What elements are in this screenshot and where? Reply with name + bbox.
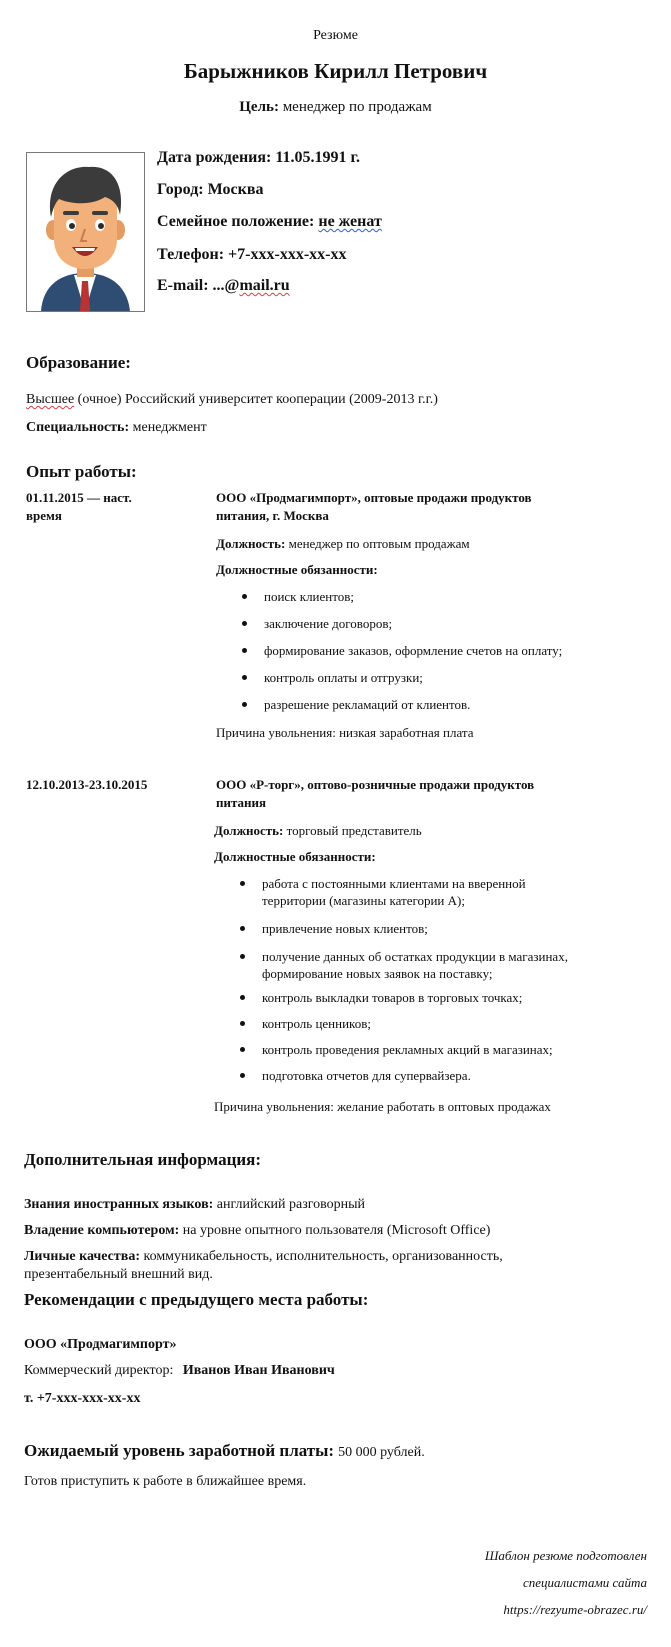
reference-company: ООО «Продмагимпорт»	[24, 1337, 177, 1352]
education-degree	[26, 391, 438, 408]
bullet	[240, 881, 245, 886]
marital-value: не женат	[318, 213, 382, 230]
job2-duty-6: контроль проведения рекламных акций в магазинах;	[262, 1042, 553, 1057]
bullet	[240, 1073, 245, 1078]
goal-value: менеджер по продажам	[282, 99, 432, 115]
languages-label: Знания иностранных языков:	[24, 1197, 214, 1212]
job2-duty-3b: формирование новых заявок на поставку;	[262, 966, 493, 981]
teeth-shape	[75, 248, 95, 251]
bullet	[242, 621, 247, 626]
languages-value: английский разговорный	[216, 1197, 366, 1212]
job2-position	[214, 823, 422, 839]
phone: Телефон: +7-xxx-xxx-xx-xx	[157, 246, 347, 263]
computer-value: на уровне опытного пользователя (Microsoft Office)	[182, 1223, 491, 1238]
full-name: Барыжников Кирилл Петрович	[183, 59, 488, 83]
salary	[24, 1441, 425, 1463]
job2-position-label: Должность:	[214, 823, 284, 838]
salary-value: 50 000 рублей.	[338, 1445, 425, 1460]
job1-position-label: Должность:	[216, 536, 286, 551]
qualities-line2: презентабельный внешний вид.	[24, 1267, 213, 1282]
job2-period: 12.10.2013-23.10.2015	[26, 777, 148, 792]
reference-person: Иванов Иван Иванович	[182, 1363, 335, 1378]
job1-duties-label: Должностные обязанности:	[216, 562, 378, 577]
job2-position-value: торговый представитель	[286, 823, 422, 838]
email	[157, 276, 290, 296]
job1-company-line1: ООО «Продмагимпорт», оптовые продажи продуктов	[216, 490, 532, 505]
qualities	[24, 1248, 503, 1265]
specialty	[26, 419, 207, 436]
right-eyebrow	[92, 211, 108, 215]
bullet	[240, 926, 245, 931]
job2-duty-4: контроль выкладки товаров в торговых точках;	[262, 990, 523, 1005]
experience-heading: Опыт работы:	[26, 462, 137, 481]
job1-reason: Причина увольнения: низкая заработная плата	[216, 725, 474, 740]
bullet	[242, 675, 247, 680]
qualities-label: Личные качества:	[24, 1249, 140, 1264]
bullet	[242, 648, 247, 653]
footer-line1: Шаблон резюме подготовлен	[484, 1548, 647, 1563]
doc-title: Резюме	[313, 28, 358, 43]
job1-position-value: менеджер по оптовым продажам	[288, 536, 470, 551]
job1-position	[216, 536, 470, 552]
additional-heading: Дополнительная информация:	[24, 1150, 262, 1169]
goal	[0, 98, 671, 116]
job2-duty-2: привлечение новых клиентов;	[262, 921, 428, 936]
job1-duty-1: поиск клиентов;	[264, 589, 354, 604]
job2-duty-7: подготовка отчетов для супервайзера.	[262, 1068, 471, 1083]
job2-company-line2: питания	[216, 795, 267, 810]
avatar	[26, 152, 145, 312]
bullet	[240, 995, 245, 1000]
footer-link[interactable]: https://rezyume-obrazec.ru/	[503, 1602, 647, 1617]
city: Город: Москва	[157, 181, 264, 198]
marital-status	[157, 212, 382, 232]
specialty-label: Специальность:	[26, 420, 130, 435]
left-eyebrow	[63, 211, 79, 215]
references-heading: Рекомендации с предыдущего места работы:	[24, 1290, 369, 1309]
reference-phone: т. +7-xxx-xxx-xx-xx	[24, 1391, 141, 1406]
reference-contact	[24, 1362, 335, 1379]
bullet	[240, 954, 245, 959]
bullet	[242, 702, 247, 707]
job1-duty-2: заключение договоров;	[264, 616, 393, 631]
job1-company-line2: питания, г. Москва	[216, 508, 329, 523]
bullet	[240, 1021, 245, 1026]
job1-period-line2: время	[26, 508, 62, 523]
email-value: mail.ru	[239, 277, 290, 294]
marital-label: Семейное положение:	[157, 213, 319, 230]
qualities-value: коммуникабельность, исполнительность, организованность,	[143, 1249, 503, 1264]
languages	[24, 1196, 365, 1213]
computer-skills	[24, 1222, 490, 1239]
email-label: E-mail: ...@	[157, 277, 240, 294]
job1-duty-5: разрешение рекламаций от клиентов.	[264, 697, 471, 712]
degree-rest: (очное) Российский университет кооперации (2009-2013 г.г.)	[74, 392, 438, 407]
education-heading: Образование:	[26, 353, 131, 372]
salary-label: Ожидаемый уровень заработной платы:	[24, 1441, 335, 1460]
bullet	[240, 1047, 245, 1052]
job2-duty-3a: получение данных об остатках продукции в магазинах,	[262, 949, 568, 964]
job2-duties-label: Должностные обязанности:	[214, 849, 376, 864]
job1-duty-4: контроль оплаты и отгрузки;	[264, 670, 423, 685]
ready-to-start: Готов приступить к работе в ближайшее время.	[24, 1474, 307, 1489]
job1-duty-3: формирование заказов, оформление счетов на оплату;	[264, 643, 563, 658]
goal-label: Цель:	[239, 99, 279, 115]
specialty-value: менеджмент	[132, 420, 207, 435]
job2-duty-5: контроль ценников;	[262, 1016, 371, 1031]
birth-date: Дата рождения: 11.05.1991 г.	[157, 149, 360, 166]
footer-line2: специалистами сайта	[522, 1575, 647, 1590]
right-pupil	[98, 223, 104, 229]
avatar-illustration	[27, 153, 144, 311]
job1-period-line1: 01.11.2015 — наст.	[26, 490, 132, 505]
degree-word: Высшее	[26, 392, 75, 407]
job2-duty-1a: работа с постоянными клиентами на вверенной	[262, 876, 526, 891]
left-pupil	[69, 223, 75, 229]
computer-label: Владение компьютером:	[24, 1223, 180, 1238]
job2-reason: Причина увольнения: желание работать в оптовых продажах	[214, 1099, 551, 1114]
job2-duty-1b: территории (магазины категории А);	[262, 893, 465, 908]
bullet	[242, 594, 247, 599]
reference-role: Коммерческий директор:	[24, 1363, 174, 1378]
job2-company-line1: ООО «Р-торг», оптово-розничные продажи продуктов	[216, 777, 535, 792]
